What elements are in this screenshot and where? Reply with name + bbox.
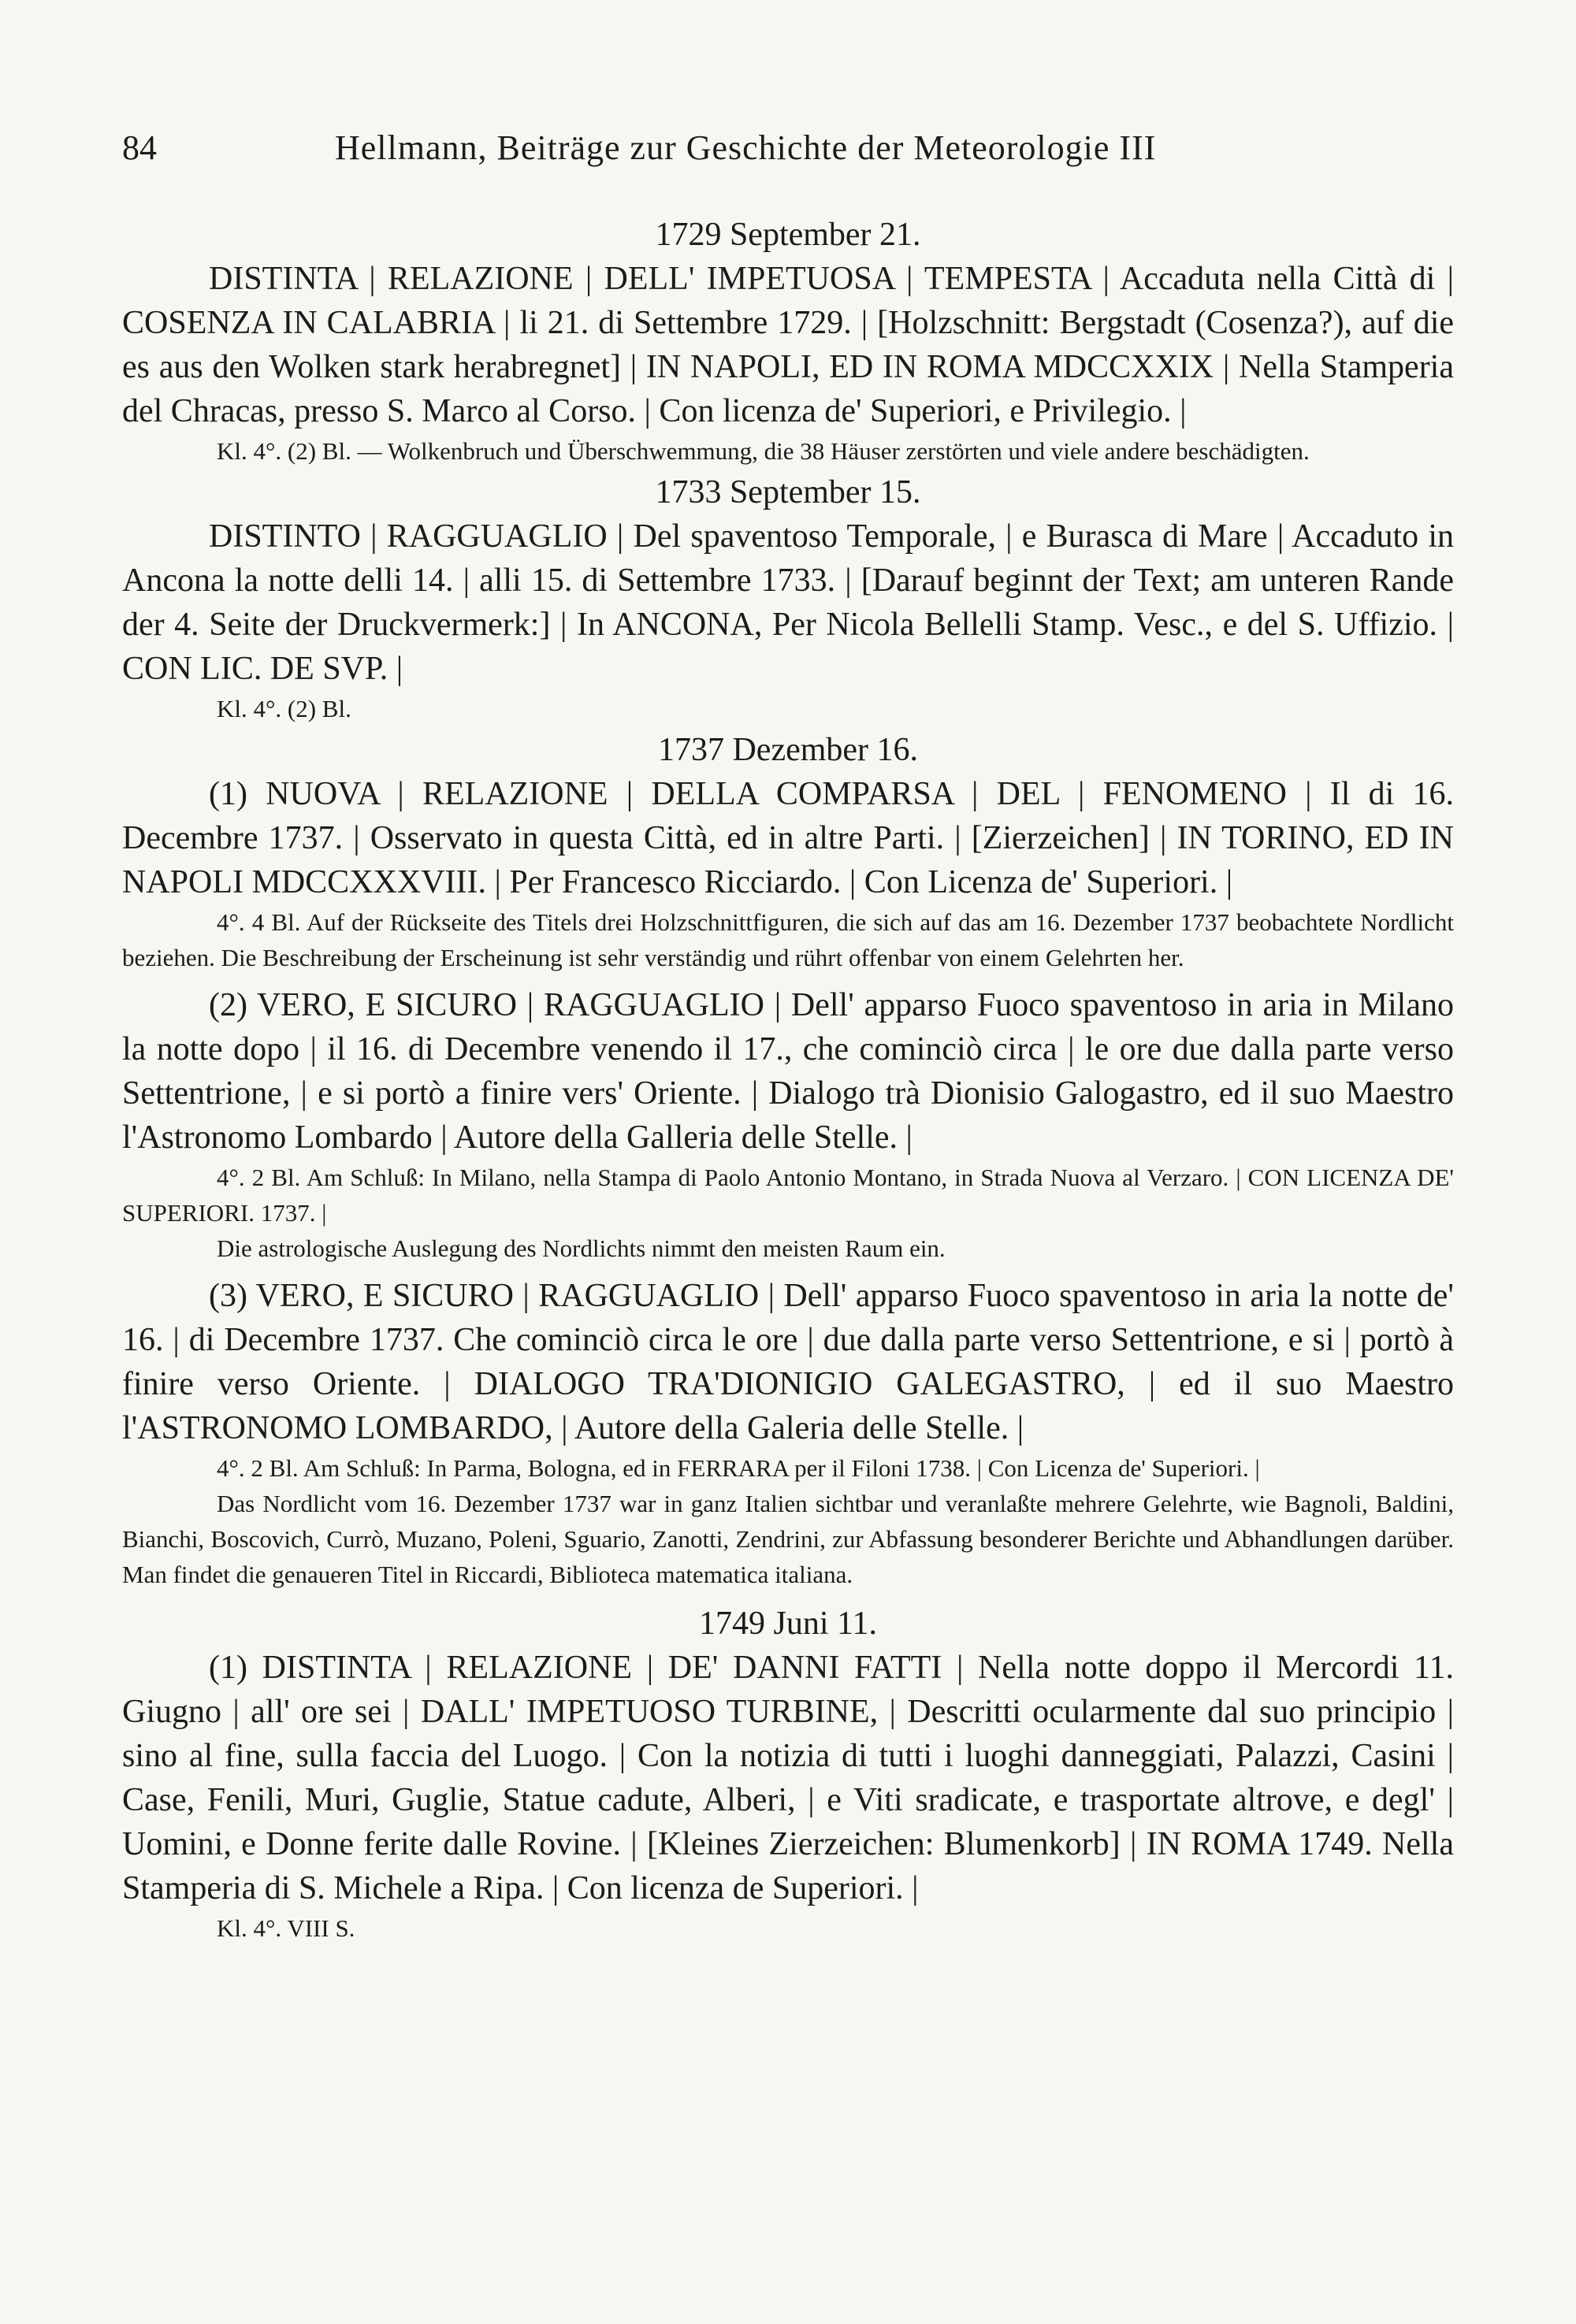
entry-title: (1) DISTINTA | RELAZIONE | DE' DANNI FATTI | Nella notte doppo il Mercordi 11. Giugno | all' ore sei | DALL' IMPETUOSO TURBINE, | Descritti ocularmente dal suo principio | sino al fine, sulla faccia del Luogo. | Con la notizia di tutti i luoghi danneggiati, Palazzi, Casini | Case, Fenili, Muri, Guglie, Statue cadute, Alberi, | e Viti sradicate, e trasportate altrove, e degl' | Uomini, e Donne ferite dalle Rovine. | [Kleines Zierzeichen: Blumenkorb] | IN ROMA 1749. Nella Stamperia di S. Michele a Ripa. | Con licenza de Superiori. | xyxy=(122,1650,1454,1906)
entry-note: Kl. 4°. (2) Bl. xyxy=(217,695,351,722)
entry-title: (3) VERO, E SICURO | RAGGUAGLIO | Dell' apparso Fuoco spaventoso in aria la notte de' 16. | di Decembre 1737. Che cominciò circa le ore | due dalla parte verso Settentrione, e si | portò à finire verso Oriente. | DIALOGO TRA'DIONIGIO GALEGASTRO, | ed il suo Maestro l'ASTRONOMO LOMBARDO, | Autore della Galeria delle Stelle. | xyxy=(122,1278,1454,1446)
entry-note: Kl. 4°. (2) Bl. — Wolkenbruch und Überschwemmung, die 38 Häuser zerstörten und viele andere beschädigten. xyxy=(217,437,1310,465)
entry-note: Kl. 4°. VIII S. xyxy=(217,1914,355,1942)
entry-1737-1 xyxy=(122,728,1454,975)
entry-1737-3 xyxy=(122,1274,1454,1592)
running-title: Hellmann, Beiträge zur Geschichte der Meteorologie III xyxy=(335,128,1157,167)
page-body xyxy=(122,211,1454,1946)
entry-1733 xyxy=(122,470,1454,726)
entry-note: Die astrologische Auslegung des Nordlichts nimmt den meisten Raum ein. xyxy=(217,1234,946,1262)
entry-note: 4°. 2 Bl. Am Schluß: In Milano, nella Stampa di Paolo Antonio Montano, in Strada Nuova al Verzaro. | CON LICENZA DE' SUPERIORI. 1737. | xyxy=(122,1164,1454,1227)
entry-date: 1737 Dezember 16. xyxy=(657,732,919,768)
entry-date: 1729 September 21. xyxy=(655,217,921,253)
entry-title: DISTINTA | RELAZIONE | DELL' IMPETUOSA | TEMPESTA | Accaduta nella Città di | COSENZA IN CALABRIA | li 21. di Settembre 1729. | [Holzschnitt: Bergstadt (Cosenza?), auf die es aus den Wolken stark herabregnet] | IN NAPOLI, ED IN ROMA MDCCXXIX | Nella Stamperia del Chracas, presso S. Marco al Corso. | Con licenza de' Superiori, e Privilegio. | xyxy=(122,261,1454,429)
entry-1729 xyxy=(122,213,1454,469)
entry-title: (1) NUOVA | RELAZIONE | DELLA COMPARSA | DEL | FENOMENO | Il di 16. Decembre 1737. | Osservato in questa Città, ed in altre Parti. | [Zierzeichen] | IN TORINO, ED IN NAPOLI MDCCXXXVIII. | Per Francesco Ricciardo. | Con Licenza de' Superiori. | xyxy=(122,776,1454,900)
page-number: 84 xyxy=(122,128,157,167)
page-header xyxy=(122,128,1454,175)
entry-title: (2) VERO, E SICURO | RAGGUAGLIO | Dell' apparso Fuoco spaventoso in aria in Milano la notte dopo | il 16. di Decembre venendo il 17., che cominciò circa | le ore due dalla parte verso Settentrione, | e si portò a finire vers' Oriente. | Dialogo trà Dionisio Galogastro, ed il suo Maestro l'Astronomo Lombardo | Autore della Galleria delle Stelle. | xyxy=(122,987,1454,1156)
entry-1749 xyxy=(122,1602,1454,1946)
entry-1737-2 xyxy=(122,983,1454,1266)
entry-note: 4°. 2 Bl. Am Schluß: In Parma, Bologna, ed in FERRARA per il Filoni 1738. | Con Licenza de' Superiori. | xyxy=(217,1454,1260,1482)
entry-date: 1749 Juni 11. xyxy=(699,1606,877,1642)
entry-date: 1733 September 15. xyxy=(655,474,921,510)
entry-title: DISTINTO | RAGGUAGLIO | Del spaventoso Temporale, | e Burasca di Mare | Accaduto in Ancona la notte delli 14. | alli 15. di Settembre 1733. | [Darauf beginnt der Text; am unteren Rande der 4. Seite der Druckvermerk:] | In ANCONA, Per Nicola Bellelli Stamp. Vesc., e del S. Uffizio. | CON LIC. DE SVP. | xyxy=(122,518,1454,687)
entry-note: 4°. 4 Bl. Auf der Rückseite des Titels drei Holzschnittfiguren, die sich auf das am 16. Dezember 1737 beobachtete Nordlicht beziehen. Die Beschreibung der Erscheinung ist sehr verständig und rührt offenbar von einem Gelehrten her. xyxy=(122,908,1454,971)
entry-note: Das Nordlicht vom 16. Dezember 1737 war in ganz Italien sichtbar und veranlaßte mehrere Gelehrte, wie Bagnoli, Baldini, Bianchi, Boscovich, Currò, Muzano, Poleni, Sguario, Zanotti, Zendrini, zur Abfassung besonderer Berichte und Abhandlungen darüber. Man findet die genaueren Titel in Riccardi, Biblioteca matematica italiana. xyxy=(122,1490,1454,1588)
